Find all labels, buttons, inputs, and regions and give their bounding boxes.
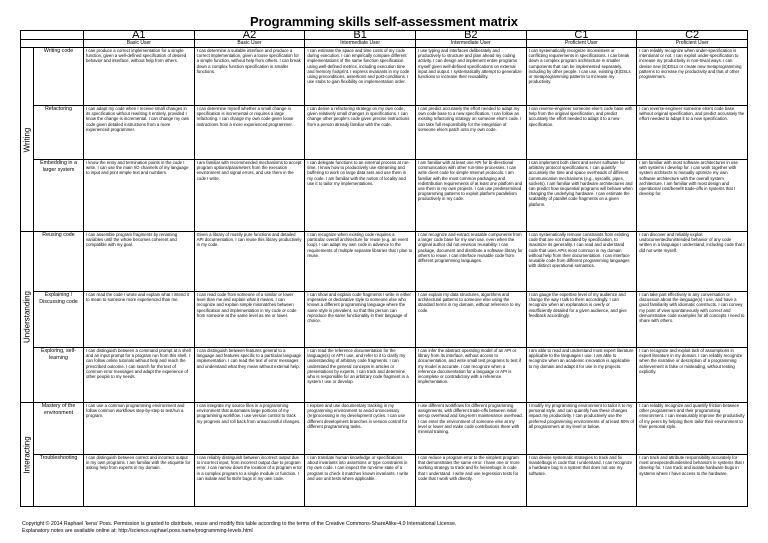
matrix-cell: I am familiar with recommended mechanisms to accept program options/parameters from the execution environment and signal errors, and use them in the code I write. (194, 160, 305, 232)
matrix-cell: I can produce a correct implementation for a simple function, given a well-defined specification of desired behavior and interface, without help from others. (84, 48, 195, 106)
matrix-cell: I can integrate my source files in a programming environment that automates large portions of my programming workflow. I use version control to track my progress and roll back from unsuccessful changes. (194, 403, 305, 455)
matrix-row (21, 106, 748, 160)
matrix-cell: I can show and explain code fragments I write in either imperative or declarative style to someone else who knows a different programming language where the same style is prevalent, so that this person can reproduce the same functionality in their language of choice. (305, 292, 416, 348)
group-name: Understanding (22, 290, 32, 344)
matrix-cell: I know the entry and termination points in the code I write. I can use the main I/O channels of my language to input and print simple text and numbers. (84, 160, 195, 232)
group-name: Interacting (22, 435, 32, 474)
level-name-row (21, 40, 748, 48)
matrix-cell: I modify my programming environment to tailor it to my personal style, and can quantify how these changes impact my productivity. I can productively use the preferred programming environments of at least 80% of all programmers at my level or below. (526, 403, 637, 455)
matrix-row (21, 455, 748, 507)
matrix-row (21, 48, 748, 106)
matrix-cell: I can track and attribute responsibility accurately for most unexpected/undesired behaviors in systems that I develop for. I can track and isolate hardware bugs in systems where I have access to the hardware. (637, 455, 748, 507)
row-label: Mastery of the environment (34, 403, 84, 455)
matrix-cell: I can reduce a program error to the simplest program that demonstrates the same error. I have one or more working strategy to track and fix heisenbugs in code that I understand. I write and use regression tests for code that I work with directly. (415, 455, 526, 507)
matrix-cell: I can derive a refactoring strategy on my own code, given relatively small changes in specifications. I can change other people's code given precise instructions from a person already familiar with the code. (305, 106, 416, 160)
matrix-cell: I can reliably recognize and quantify friction between other programmers and their programming environment. I can measurably improve the productivity of my peers by helping them tailor their environment to their personal style. (637, 403, 748, 455)
footer (22, 521, 752, 534)
matrix-cell: I can infer the abstract operating model of an API or library from its interface, without access to documentation, and write small test programs to test if my model is accurate. I can recognize when a reference documentation for a language or API is incomplete or contradictory with a reference implementation. (415, 348, 526, 403)
notes-prefix: Explanatory notes are available online at: (22, 527, 119, 534)
row-label: Troubleshooting (34, 455, 84, 507)
skills-matrix (20, 30, 748, 507)
level-name: Intermediate User (305, 40, 416, 48)
matrix-cell: I use typing and interfaces deliberately and productively to structure and plan ahead my coding activity. I can design and implement entire programs myself given well-defined specifications on external input and output. I systematically attempt to generalize functions to increase their reusability. (415, 48, 526, 106)
matrix-cell: I can gauge the expertise level of my audience and change the way I talk to them accordingly. I can recognize when an explanation is overly or insufficiently detailed for a given audience, and give feedback accordingly. (526, 292, 637, 348)
matrix-cell: I can distinguish between correct and incorrect output in my own programs. I am familiar with the etiquette for asking help from experts in my domain. (84, 455, 195, 507)
group-label-understanding (21, 232, 34, 403)
matrix-cell: I can read the reference documentation for the language(s) or API I use, and refer to it to clarify my understanding of arbitrary code fragments. I can understand the general concepts in articles or presentations by experts. I can track and determine who is responsible for an arbitrary code fragment in a system I use or develop. (305, 348, 416, 403)
page-title: Programming skills self-assessment matrix (249, 14, 519, 29)
matrix-cell: I use different workflows for different programming assignments, with different trade-offs between initial set-up overhead and long-term maintenance overhead. I can enter the environment of someone else at my level or lower and make code contributions there with minimal training. (415, 403, 526, 455)
matrix-cell: I can distinguish between a command prompt at a shell and an input prompt for a program run from this shell. I can follow online tutorials without help and reach the prescribed outcome. I can search for the text of common error messages and adapt the experience of other people to my needs. (84, 348, 195, 403)
matrix-cell: I can reverse-engineer someone else's code base with help from the original specification, and predict accurately the effort needed to adapt it to a new specification. (526, 106, 637, 160)
matrix-cell: I can reliably recognize when under-specification is intentional or not. I can exploit under-specification to increase my productivity in non-trivial ways. I can devise new (E)DSLs or create new metaprogramming patterns to increase my productivity and that of other programmers. (637, 48, 748, 106)
matrix-cell: I can read the code I wrote and explain what I intend it to mean to someone more experienced than me. (84, 292, 195, 348)
level-code: B2 (415, 31, 526, 40)
matrix-cell: I explore and use documentary tracking in my programming environment to avoid unnecessary (re)processing in my development cycles. I can use different development branches in version control for different programming tasks. (305, 403, 416, 455)
row-label: Embedding in a larger system (34, 160, 84, 232)
matrix-cell: I can implement both client and server software for arbitrary protocol specifications. I can quantify accurately the time and space overheads of different communication mechanisms (e.g., syscalls, pipes, sockets). I am familiar with hardware architectures and can predict how sequential programs will behave when changing the underlying hardware. I can estimate the scalability of parallel code fragments on a given platform. (526, 160, 637, 232)
row-label: Explaining / Discussing code (34, 292, 84, 348)
matrix-row (21, 348, 748, 403)
matrix-cell: I can assemble program fragments by renaming variables until the whole becomes coherent and compatible with my goal. (84, 232, 195, 292)
matrix-cell: I can recognize when existing code requires a particular overall architecture for reuse (e.g. an event loop). I can adapt my own code in advance to the requirements of multiple separate libraries that I plan to reuse. (305, 232, 416, 292)
level-name: Basic User (84, 40, 195, 48)
level-code: A1 (84, 31, 195, 40)
group-label-writing (21, 48, 34, 232)
matrix-cell: I can distinguish between features general to a language and features specific to a particular language implementation. I can read the text of error messages and understand what they mean without external help. (194, 348, 305, 403)
matrix-cell: I am familiar with most software architectures in use with systems I develop for. I can work together with system architects to mutually optimize my own software architecture with the overall system architecture. I am familiar with most design and operational cost/benefit trade-offs in systems that I develop for. (637, 160, 748, 232)
matrix-row (21, 232, 748, 292)
matrix-cell: I can recognize and extract reusable components from a larger code base for my own use, even when the original author did not envision reusability. I can package, document and distribute a software library for others to reuse. I can interface reusable code from different programming languages. (415, 232, 526, 292)
level-code: C2 (637, 31, 748, 40)
matrix-cell: I can take part effectively in any conversation or discussion about the language(s) I use, and have a good familiarity with idiomatic constructs. I can convey my point of view spontaneously with correct and demonstrative code examples for all concepts I need to share with others. (637, 292, 748, 348)
matrix-cell: I can adapt my code when I receive small changes in its specification without rewriting it entirely, provided I know the change is incremental. I can change my own code given detailed instructions from a more experienced programmer. (84, 106, 195, 160)
level-name: Basic User (194, 40, 305, 48)
matrix-cell: I can devise systematic strategies to track and fix mandelbugs in code that I understand. I can recognize a hardware bug in a system that does not use my software. (526, 455, 637, 507)
group-name: Writing (22, 127, 32, 152)
level-name: Proficient User (637, 40, 748, 48)
matrix-cell: I can determine myself whether a small change in specification is incremental or requires a large refactoring. I can change my own code given loose instructions from a more experienced programmer. (194, 106, 305, 160)
matrix-cell: I can discover and reliably exploit undocumented/unintended behavior of any code written in a language I understand, including code that I did not write myself. (637, 232, 748, 292)
matrix-cell: I can systematically recognize inconsistent or conflicting requirements in specifications. I can break down a complex program architecture in smaller components that can be implemented separately, including by other people. I can use, existing (E)DSLs or metaprogramming patterns to increase my productivity. (526, 48, 637, 106)
level-code: C1 (526, 31, 637, 40)
explanatory-notes (22, 528, 752, 535)
row-label: Reusing code (34, 232, 84, 292)
matrix-cell: I can reliably distinguish between incorrect output due to incorrect input, from incorrect output due to program error. I can narrow down the location of a program error in a complex program to a single module or function. I can isolate and fix Bohr bugs in my own code. (194, 455, 305, 507)
matrix-cell: I am able to read and understand most expert literature applicable to the languages I use. I am able to recognize when an academic innovation is applicable to my domain and adapt it for use in my projects. (526, 348, 637, 403)
level-code-row (21, 31, 748, 40)
matrix-row (21, 160, 748, 232)
level-name: Proficient User (526, 40, 637, 48)
level-code: A2 (194, 31, 305, 40)
matrix-row (21, 292, 748, 348)
matrix-cell: I can predict accurately the effort needed to adapt my own code base to a new specification. I can follow an existing refactoring strategy on someone else's code. I can take full responsibility for the integration of someone else's patch onto my own code. (415, 106, 526, 160)
matrix-cell: Given a library of mostly pure functions and detailed API documentation, I can reuse this library productively in my code. (194, 232, 305, 292)
notes-link[interactable]: http://science.raphael.poss.name/programming-levels.html (118, 527, 253, 534)
matrix-cell: I can delegate functions to an external process at run-time. I know how to productively use streaming and buffering to work on large data sets and use them in my code. I am familiar with the notion of locality and use it to tailor my implementations. (305, 160, 416, 232)
row-label: Refactoring (34, 106, 84, 160)
matrix-cell: I can determine a suitable interface and produce a correct implementation, given a loose specification for a simple function, without help from others. I can break down a complex function specification in smaller functions. (194, 48, 305, 106)
matrix-cell: I can explain my data structures, algorithms and architectural patterns to someone else using the standard terms in my domain, without reference to my code. (415, 292, 526, 348)
matrix-cell: I can systematically remove constraints from existing code that are not mandated by specification, to maximize its generality. I can read and understand code that uses APIs most common in my domain without help from their documentation. I can interface reusable code from different programming languages with distinct operational semantics. (526, 232, 637, 292)
copyright-notice: Copyright © 2014 Raphael 'kena' Poss. Permission is granted to distribute, reuse and modify this table according to the terms of the Creative Commons-ShareAlike-4.0 International License. (22, 521, 457, 527)
matrix-row (21, 403, 748, 455)
matrix-cell: I can estimate the space and time costs of my code during execution. I can empirically compare different implementations of the same function specification using well-defined metrics, including execution time and memory footprint. I express invariants in my code using preconditions, assertions and post-conditions. I use stubs to gain flexibility on implementation order. (305, 48, 416, 106)
row-label: Writing code (34, 48, 84, 106)
matrix-cell: I can reverse-engineer someone else's code base without original specification, and predict accurately the effort needed to adapt it to a new specification. (637, 106, 748, 160)
level-name: Intermediate User (415, 40, 526, 48)
matrix-cell: I can use a common programming environment and follow common workflows step-by-step to test/run a program. (84, 403, 195, 455)
level-code: B1 (305, 31, 416, 40)
matrix-cell: I can recognize and exploit lack of assumptions in expert literature in my domain. I can reliably recognize when the narrative or description of a programming achievement is false or misleading, without testing explicitly. (637, 348, 748, 403)
group-label-interacting (21, 403, 34, 507)
matrix-cell: I can translate human knowledge or specifications about invariants into assertions or type constraints in my own code. I can inspect the run-time state of a program to check it matches known invariants. I write and use unit tests where applicable. (305, 455, 416, 507)
row-label: Exploring, self-learning (34, 348, 84, 403)
matrix-cell: I can read code from someone of a similar or lower level than me and explain what it means. I can recognize and explain simple mismatches between specification and implementation in my code or code from someone at the same level as me or lower. (194, 292, 305, 348)
matrix-cell: I am familiar with at least one API for bi-directional communication with other run-time processes. I can write client code for simple Internet protocols. I am familiar with the most common packaging and redistribution requirements of at least one platform and use them in my own projects. I can use predetermined programming patterns to exploit platform parallelism productively in my code. (415, 160, 526, 232)
